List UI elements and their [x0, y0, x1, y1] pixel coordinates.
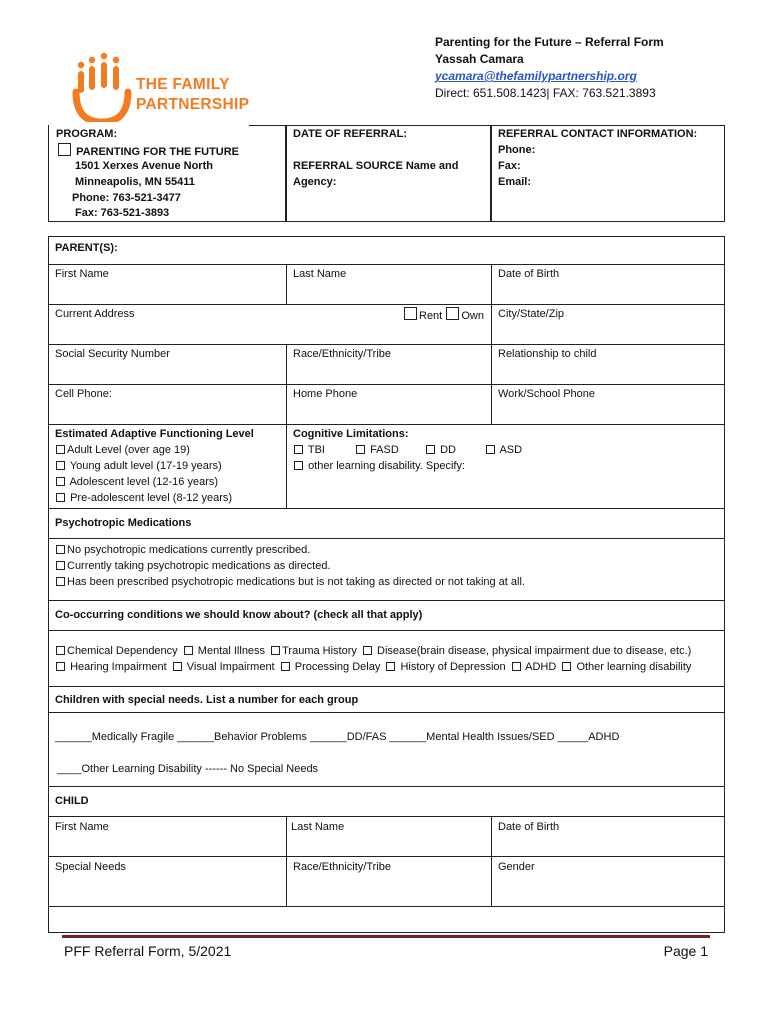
- checkbox[interactable]: [486, 445, 495, 454]
- parent-cell-label: Cell Phone:: [55, 388, 112, 400]
- parent-first-name-label: First Name: [55, 268, 109, 280]
- meds-option-label: Currently taking psychotropic medications as directed.: [67, 560, 331, 572]
- program-option[interactable]: [58, 143, 239, 158]
- adaptive-option-label: Young adult level (17-19 years): [69, 460, 222, 472]
- cognitive-heading: Cognitive Limitations:: [293, 428, 409, 440]
- own-label: Own: [461, 310, 484, 322]
- header-block: [435, 34, 664, 102]
- rule: [48, 344, 725, 345]
- parent-ssn-label: Social Security Number: [55, 348, 170, 360]
- depression-label: History of Depression: [400, 661, 506, 673]
- rule: [48, 856, 725, 857]
- child-gender-label: Gender: [498, 861, 535, 873]
- checkbox[interactable]: [271, 646, 280, 655]
- checkbox[interactable]: [184, 646, 193, 655]
- adhd-label: ADHD: [525, 661, 557, 673]
- dd-label: DD: [440, 444, 456, 456]
- child-race-label: Race/Ethnicity/Tribe: [293, 861, 392, 873]
- rule: [48, 538, 725, 539]
- rule: [48, 508, 725, 509]
- rule: [48, 712, 725, 713]
- contact-direct: Direct: 651.508.1423| FAX: 763.521.3893: [435, 86, 656, 100]
- footer-page-number: Page 1: [663, 943, 708, 959]
- child-special-needs-label: Special Needs: [55, 861, 126, 873]
- rule: [48, 384, 725, 385]
- hearing-label: Hearing Impairment: [70, 661, 167, 673]
- meds-option[interactable]: [56, 560, 331, 572]
- rule: [48, 816, 725, 817]
- parent-city-label: City/State/Zip: [498, 308, 565, 320]
- adaptive-option[interactable]: [56, 476, 218, 488]
- program-address2: Minneapolis, MN 55411: [75, 176, 195, 188]
- family-partnership-logo-icon: [72, 50, 138, 130]
- checkbox[interactable]: [56, 461, 65, 470]
- referral-contact-email: Email:: [498, 176, 532, 188]
- rule: [491, 304, 492, 344]
- adaptive-option-label: Adult Level (over age 19): [67, 444, 190, 456]
- rule: [286, 264, 287, 304]
- cognitive-asd[interactable]: [486, 444, 522, 456]
- program-checkbox[interactable]: [58, 143, 71, 156]
- referral-source-label-2: Agency:: [293, 176, 337, 188]
- parent-dob-label: Date of Birth: [498, 268, 560, 280]
- child-heading: CHILD: [55, 795, 89, 807]
- meds-option-label: Has been prescribed psychotropic medications but is not taking as directed or not taking at all.: [67, 576, 525, 588]
- own-checkbox[interactable]: [446, 307, 459, 320]
- checkbox[interactable]: [356, 445, 365, 454]
- processing-label: Processing Delay: [294, 661, 381, 673]
- checkbox[interactable]: [56, 477, 65, 486]
- rent-label: Rent: [419, 310, 443, 322]
- checkbox[interactable]: [56, 662, 65, 671]
- special-needs-line-1[interactable]: ______Medically Fragile ______Behavior Problems ______DD/FAS ______Mental Health Issues/SED _____ADHD: [55, 731, 620, 743]
- adaptive-heading: Estimated Adaptive Functioning Level: [55, 428, 254, 440]
- other-learning-label: other learning disability. Specify:: [308, 460, 465, 472]
- special-needs-heading: Children with special needs. List a number for each group: [55, 694, 359, 706]
- visual-label: Visual Impairment: [186, 661, 275, 673]
- parent-race-label: Race/Ethnicity/Tribe: [293, 348, 392, 360]
- fasd-label: FASD: [370, 444, 399, 456]
- child-dob-label: Date of Birth: [498, 821, 560, 833]
- checkbox[interactable]: [173, 662, 182, 671]
- mental-label: Mental Illness: [197, 645, 266, 657]
- rule: [286, 344, 287, 424]
- chemical-label: Chemical Dependency: [67, 645, 178, 657]
- logo: [72, 50, 252, 130]
- checkbox[interactable]: [294, 445, 303, 454]
- rule: [48, 906, 725, 907]
- meds-option[interactable]: [56, 544, 310, 556]
- checkbox[interactable]: [386, 662, 395, 671]
- adaptive-option-label: Pre-adolescent level (8-12 years): [70, 492, 233, 504]
- tbi-label: TBI: [307, 444, 325, 456]
- child-first-name-label: First Name: [55, 821, 109, 833]
- form-title: Parenting for the Future – Referral Form: [435, 35, 664, 49]
- adaptive-option[interactable]: [56, 460, 222, 472]
- checkbox[interactable]: [294, 461, 303, 470]
- checkbox[interactable]: [512, 662, 521, 671]
- parent-work-phone-label: Work/School Phone: [498, 388, 596, 400]
- checkbox[interactable]: [56, 561, 65, 570]
- parent-last-name-label: Last Name: [293, 268, 347, 280]
- meds-heading: Psychotropic Medications: [55, 517, 192, 529]
- special-needs-line-2[interactable]: ____Other Learning Disability ------ No Special Needs: [57, 763, 319, 775]
- adaptive-option[interactable]: [56, 492, 232, 504]
- program-address1: 1501 Xerxes Avenue North: [75, 160, 213, 172]
- checkbox[interactable]: [562, 662, 571, 671]
- disease-label: Disease(brain disease, physical impairment due to disease, etc.): [377, 645, 692, 657]
- referral-contact-label: REFERRAL CONTACT INFORMATION:: [498, 128, 698, 140]
- checkbox[interactable]: [56, 545, 65, 554]
- cooccurring-heading: Co-occurring conditions we should know about? (check all that apply): [55, 609, 423, 621]
- program-phone: Phone: 763-521-3477: [72, 192, 181, 204]
- program-fax: Fax: 763-521-3893: [75, 207, 170, 219]
- rule: [48, 424, 725, 425]
- cooccurring-row-2: [56, 661, 691, 673]
- rule: [491, 344, 492, 424]
- contact-name: Yassah Camara: [435, 52, 524, 66]
- contact-email-link[interactable]: ycamara@thefamilypartnership.org: [435, 69, 637, 83]
- cognitive-fasd[interactable]: [356, 444, 399, 456]
- other-disability-label: Other learning disability: [576, 661, 692, 673]
- meds-option-label: No psychotropic medications currently prescribed.: [67, 544, 311, 556]
- rule: [286, 816, 287, 906]
- rule: [286, 424, 287, 508]
- org-name-line1: THE FAMILY: [136, 76, 230, 93]
- footer-form-label: PFF Referral Form, 5/2021: [64, 943, 232, 959]
- trauma-label: Trauma History: [282, 645, 357, 657]
- program-box-gap: [49, 122, 249, 127]
- cooccurring-row-1: [56, 645, 691, 657]
- rule: [491, 816, 492, 906]
- footer-rule: [62, 935, 710, 938]
- rule: [48, 264, 725, 265]
- org-name-line2: PARTNERSHIP: [136, 96, 250, 113]
- adaptive-option[interactable]: [56, 444, 190, 456]
- rule: [48, 600, 725, 601]
- program-name: PARENTING FOR THE FUTURE: [76, 146, 240, 158]
- cognitive-tbi[interactable]: [294, 444, 325, 456]
- rent-checkbox[interactable]: [404, 307, 417, 320]
- referral-contact-phone: Phone:: [498, 144, 536, 156]
- checkbox[interactable]: [363, 646, 372, 655]
- rule: [48, 630, 725, 631]
- adaptive-option-label: Adolescent level (12-16 years): [69, 476, 219, 488]
- parent-address-label: Current Address: [55, 308, 135, 320]
- rent-option[interactable]: [404, 307, 484, 322]
- rule: [491, 264, 492, 304]
- checkbox[interactable]: [281, 662, 290, 671]
- checkbox[interactable]: [426, 445, 435, 454]
- referral-source-label: REFERRAL SOURCE Name and: [293, 160, 459, 172]
- parent-relationship-label: Relationship to child: [498, 348, 597, 360]
- cognitive-other[interactable]: [294, 460, 465, 472]
- referral-contact-fax: Fax:: [498, 160, 521, 172]
- meds-option[interactable]: [56, 576, 525, 588]
- rule: [48, 786, 725, 787]
- checkbox[interactable]: [56, 493, 65, 502]
- program-label: PROGRAM:: [56, 128, 118, 140]
- child-last-name-label: Last Name: [291, 821, 345, 833]
- parents-heading: PARENT(S):: [55, 242, 118, 254]
- rule: [48, 304, 725, 305]
- asd-label: ASD: [499, 444, 523, 456]
- checkbox[interactable]: [56, 646, 65, 655]
- rule: [48, 686, 725, 687]
- cognitive-dd[interactable]: [426, 444, 456, 456]
- parent-home-phone-label: Home Phone: [293, 388, 358, 400]
- checkbox[interactable]: [56, 445, 65, 454]
- checkbox[interactable]: [56, 577, 65, 586]
- date-of-referral-label: DATE OF REFERRAL:: [293, 128, 408, 140]
